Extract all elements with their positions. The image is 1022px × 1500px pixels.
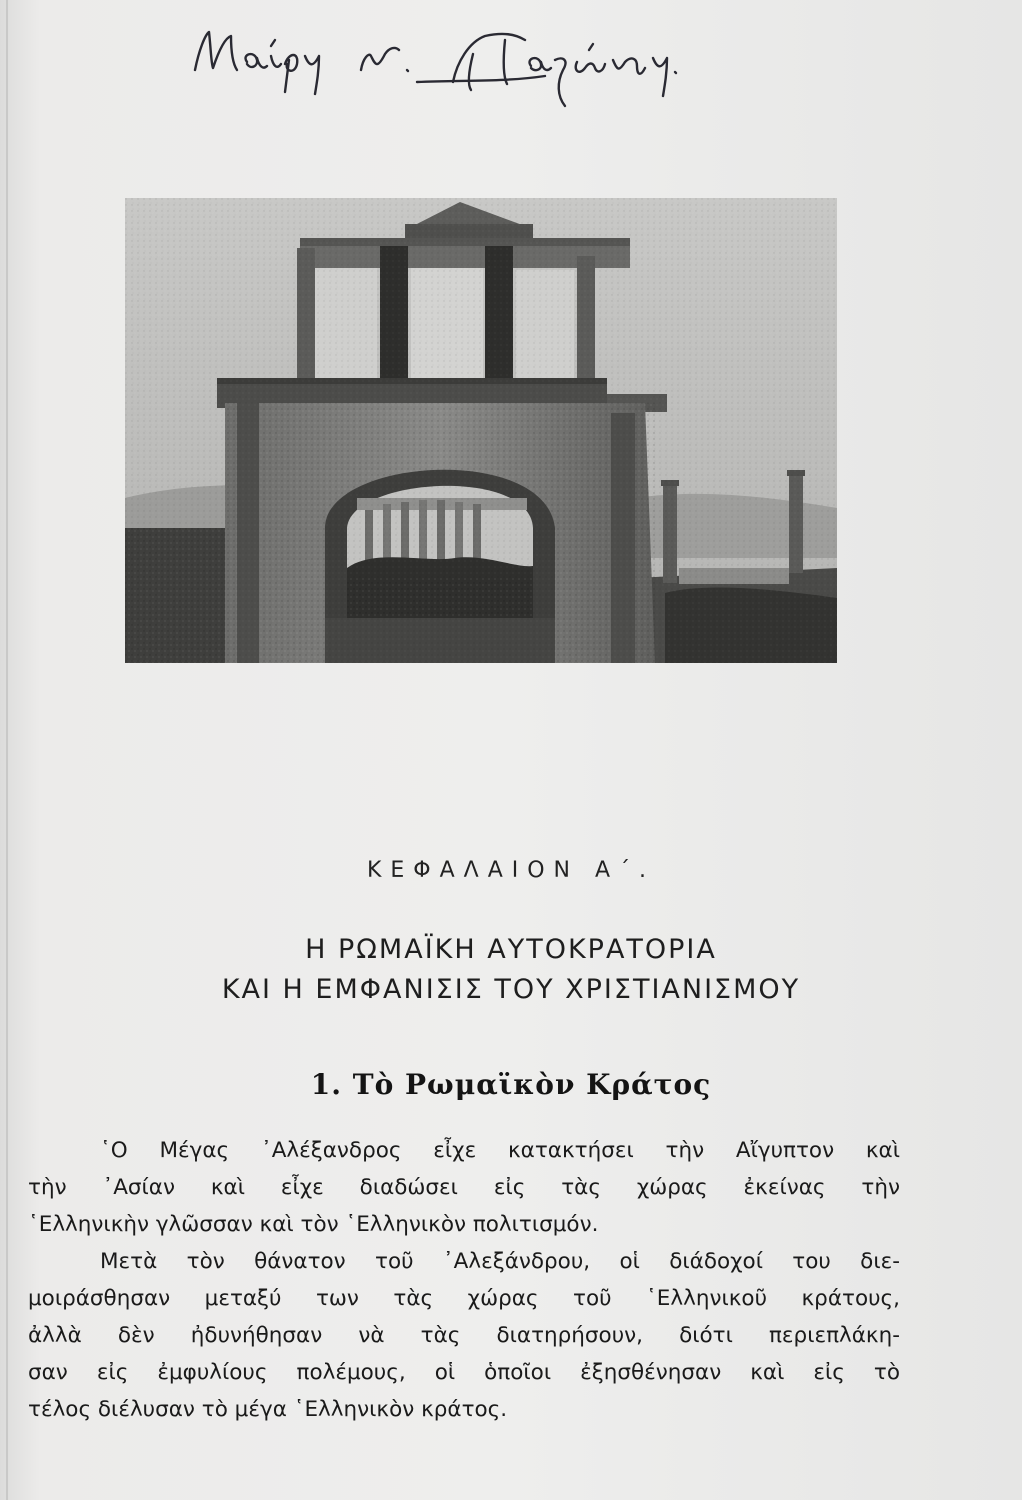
text-line: ἀλλὰ δὲν ἠδυνήθησαν νὰ τὰς διατηρήσουν, διότι περιεπλάκη-: [28, 1323, 900, 1348]
text-line: τὴν ᾿Ασίαν καὶ εἶχε διαδώσει εἰς τὰς χώρας ἐκείνας τὴν: [28, 1175, 900, 1200]
text-line: τέλος διέλυσαν τὸ μέγα ῾Ελληνικὸν κράτος.: [28, 1397, 508, 1422]
chapter-title-line-2: ΚΑΙ Η ΕΜΦΑΝΙΣΙΣ ΤΟΥ ΧΡΙΣΤΙΑΝΙΣΜΟΥ: [221, 974, 801, 1005]
photograph-arch-of-hadrian: [125, 198, 837, 663]
handwritten-signature: [185, 10, 685, 120]
page-spine: [6, 0, 8, 1500]
text-line: Μετὰ τὸν θάνατον τοῦ ᾿Αλεξάνδρου, οἱ διάδοχοί του διε-: [100, 1249, 900, 1274]
signature-ink: [185, 10, 685, 120]
body-text: [28, 1132, 900, 1428]
paragraph-1: [28, 1132, 900, 1243]
chapter-label: ΚΕΦΑΛΑΙΟΝ Α΄.: [366, 858, 656, 883]
text-line: ῾Ο Μέγας ᾿Αλέξανδρος εἶχε κατακτήσει τὴν Αἴγυπτον καὶ: [100, 1138, 900, 1163]
text-line: σαν εἰς ἐμφυλίους πολέμους, οἱ ὁποῖοι ἐξησθένησαν καὶ εἰς τὸ: [28, 1360, 900, 1385]
chapter-title: [0, 930, 1022, 1010]
text-line: μοιράσθησαν μεταξύ των τὰς χώρας τοῦ ῾Ελληνικοῦ κράτους,: [28, 1286, 900, 1311]
section-heading: 1. Τὸ Ρωμαϊκὸν Κράτος: [310, 1068, 712, 1101]
text-line: ῾Ελληνικὴν γλῶσσαν καὶ τὸν ῾Ελληνικὸν πολιτισμόν.: [28, 1212, 599, 1237]
paragraph-2: [28, 1243, 900, 1428]
chapter-title-line-1: Η ΡΩΜΑΪΚΗ ΑΥΤΟΚΡΑΤΟΡΙΑ: [305, 934, 717, 965]
